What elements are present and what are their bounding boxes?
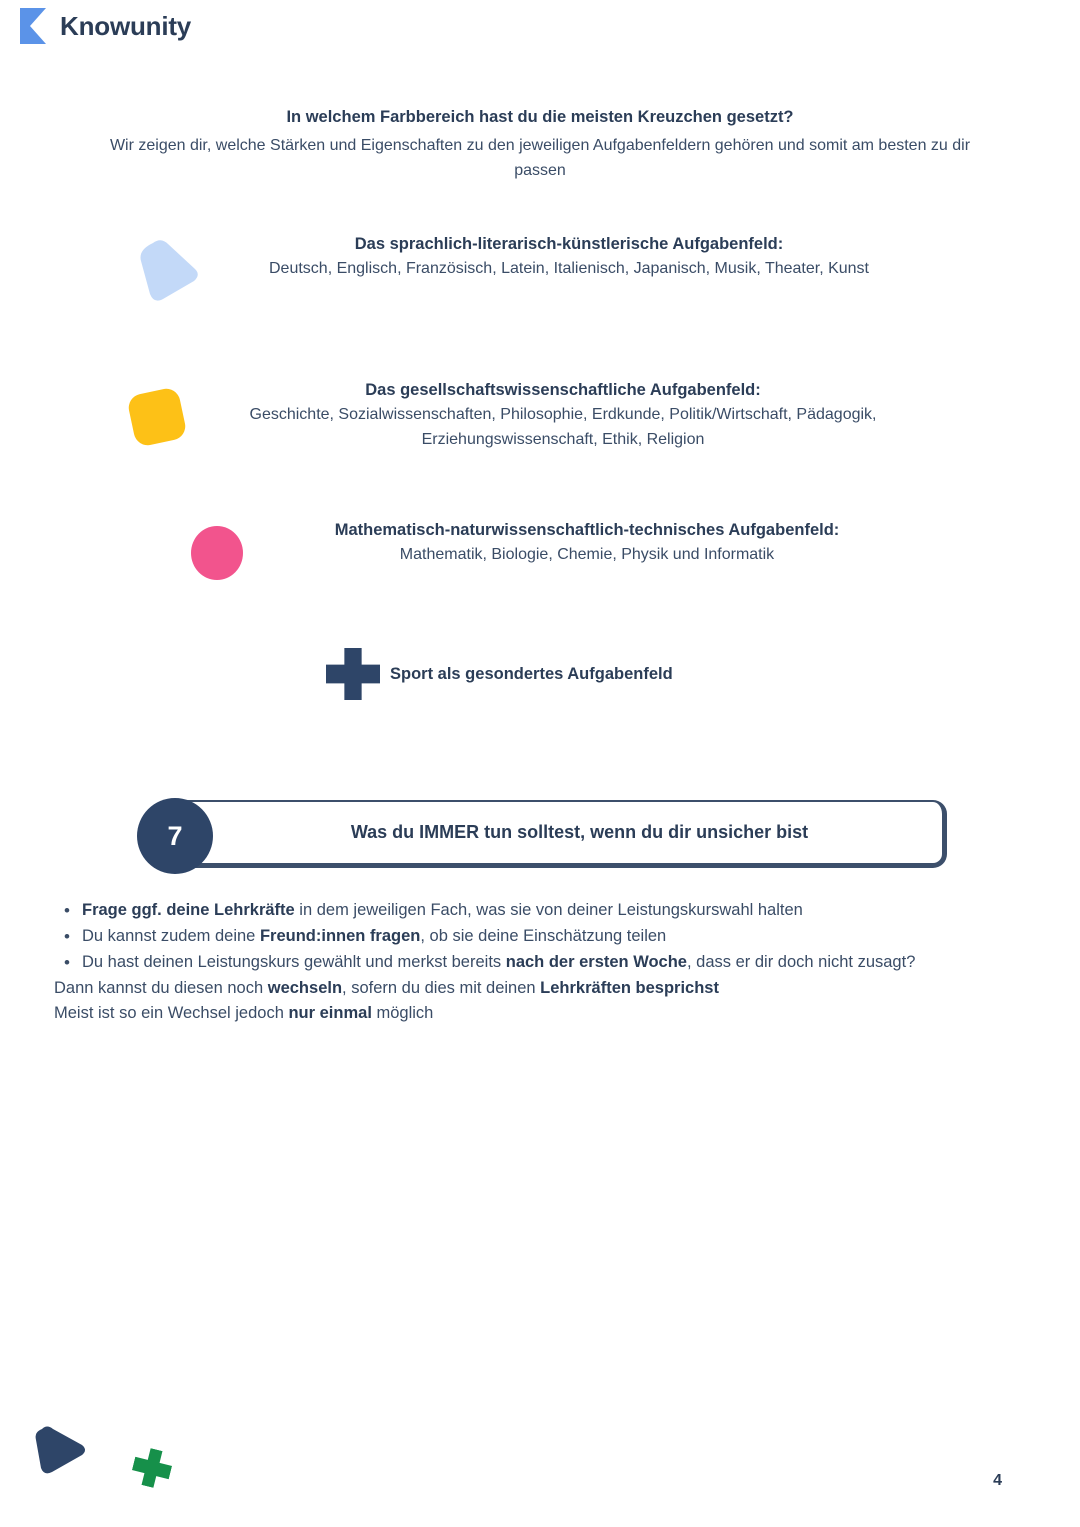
plus-cross-icon xyxy=(326,648,380,700)
field-subjects: Geschichte, Sozialwissenschaften, Philosophie, Erdkunde, Politik/Wirtschaft, Pädagogik, Erziehungswissenschaft, Ethik, Religion xyxy=(249,405,877,448)
field-title: Das gesellschaftswissenschaftliche Aufgabenfeld: xyxy=(365,381,761,399)
rounded-triangle-icon xyxy=(133,235,205,307)
emphasis-text: Freund:innen fragen xyxy=(259,927,421,946)
section-banner xyxy=(137,800,947,868)
field-text xyxy=(252,518,922,568)
plus-cross-icon-footer xyxy=(129,1445,175,1491)
body-text: Dann kannst du diesen noch xyxy=(54,979,268,998)
body-text: , ob sie deine Einschätzung teilen xyxy=(420,927,667,946)
emphasis-text: wechseln xyxy=(267,979,343,998)
intro-subtitle: Wir zeigen dir, welche Stärken und Eigenschaften zu den jeweiligen Aufgabenfeldern gehören und somit am besten zu dir passen xyxy=(109,136,971,180)
field-title: Das sprachlich-literarisch-künstlerische Aufgabenfeld: xyxy=(354,235,784,253)
emphasis-text: Frage ggf. deine Lehrkräfte xyxy=(82,901,295,919)
knowunity-k-logo-icon xyxy=(18,6,48,46)
emphasis-text: nur einmal xyxy=(288,1004,372,1023)
brand-header xyxy=(18,6,191,46)
field-row-mathematisch xyxy=(182,518,922,588)
advice-list-item xyxy=(82,898,1004,923)
field-subjects: Mathematik, Biologie, Chemie, Physik und Informatik xyxy=(399,545,775,563)
field-text xyxy=(208,232,930,282)
body-text: möglich xyxy=(371,1004,434,1023)
section-title: Was du IMMER tun solltest, wenn du dir unsicher bist xyxy=(350,822,809,842)
field-row-gesellschaft xyxy=(118,378,930,456)
shape-cell xyxy=(320,645,386,703)
field-row-sprachlich xyxy=(130,232,930,310)
shape-cell xyxy=(130,232,208,310)
circle-icon xyxy=(191,526,243,580)
body-text: Du hast deinen Leistungskurs gewählt und merkst bereits xyxy=(82,953,506,972)
play-triangle-icon xyxy=(32,1424,88,1476)
intro-block xyxy=(90,105,990,184)
brand-name: Knowunity xyxy=(60,11,192,41)
section-banner-box xyxy=(175,800,947,868)
body-text: Meist ist so ein Wechsel jedoch xyxy=(54,1004,289,1023)
field-row-sport xyxy=(320,645,740,703)
sport-label: Sport als gesondertes Aufgabenfeld xyxy=(390,664,673,683)
rounded-square-icon xyxy=(126,386,188,448)
intro-title: In welchem Farbbereich hast du die meisten Kreuzchen gesetzt? xyxy=(286,108,794,126)
shape-cell xyxy=(182,518,252,588)
field-title: Mathematisch-naturwissenschaftlich-technisches Aufgabenfeld: xyxy=(334,521,840,539)
body-text: , dass er dir doch nicht zusagt? xyxy=(687,953,916,972)
advice-list-item xyxy=(82,924,1004,949)
advice-bullet-list xyxy=(54,898,1004,975)
advice-paragraph xyxy=(54,976,1004,1001)
body-text: Du kannst zudem deine xyxy=(82,927,260,946)
page-number: 4 xyxy=(993,1472,1002,1489)
shape-cell xyxy=(118,378,196,456)
field-text xyxy=(196,378,930,452)
advice-list-item xyxy=(82,950,1004,975)
field-subjects: Deutsch, Englisch, Französisch, Latein, Italienisch, Japanisch, Musik, Theater, Kunst xyxy=(269,259,869,277)
advice-paragraph xyxy=(54,1001,1004,1026)
section-number-badge: 7 xyxy=(137,798,213,874)
advice-block xyxy=(54,898,1004,1026)
body-text: , sofern du dies mit deinen xyxy=(342,979,541,998)
emphasis-text: Lehrkräften besprichst xyxy=(540,979,719,998)
body-text: in dem jeweiligen Fach, was sie von deiner Leistungskurswahl halten xyxy=(294,901,803,919)
emphasis-text: nach der ersten Woche xyxy=(505,953,687,972)
advice-paragraphs xyxy=(54,976,1004,1026)
